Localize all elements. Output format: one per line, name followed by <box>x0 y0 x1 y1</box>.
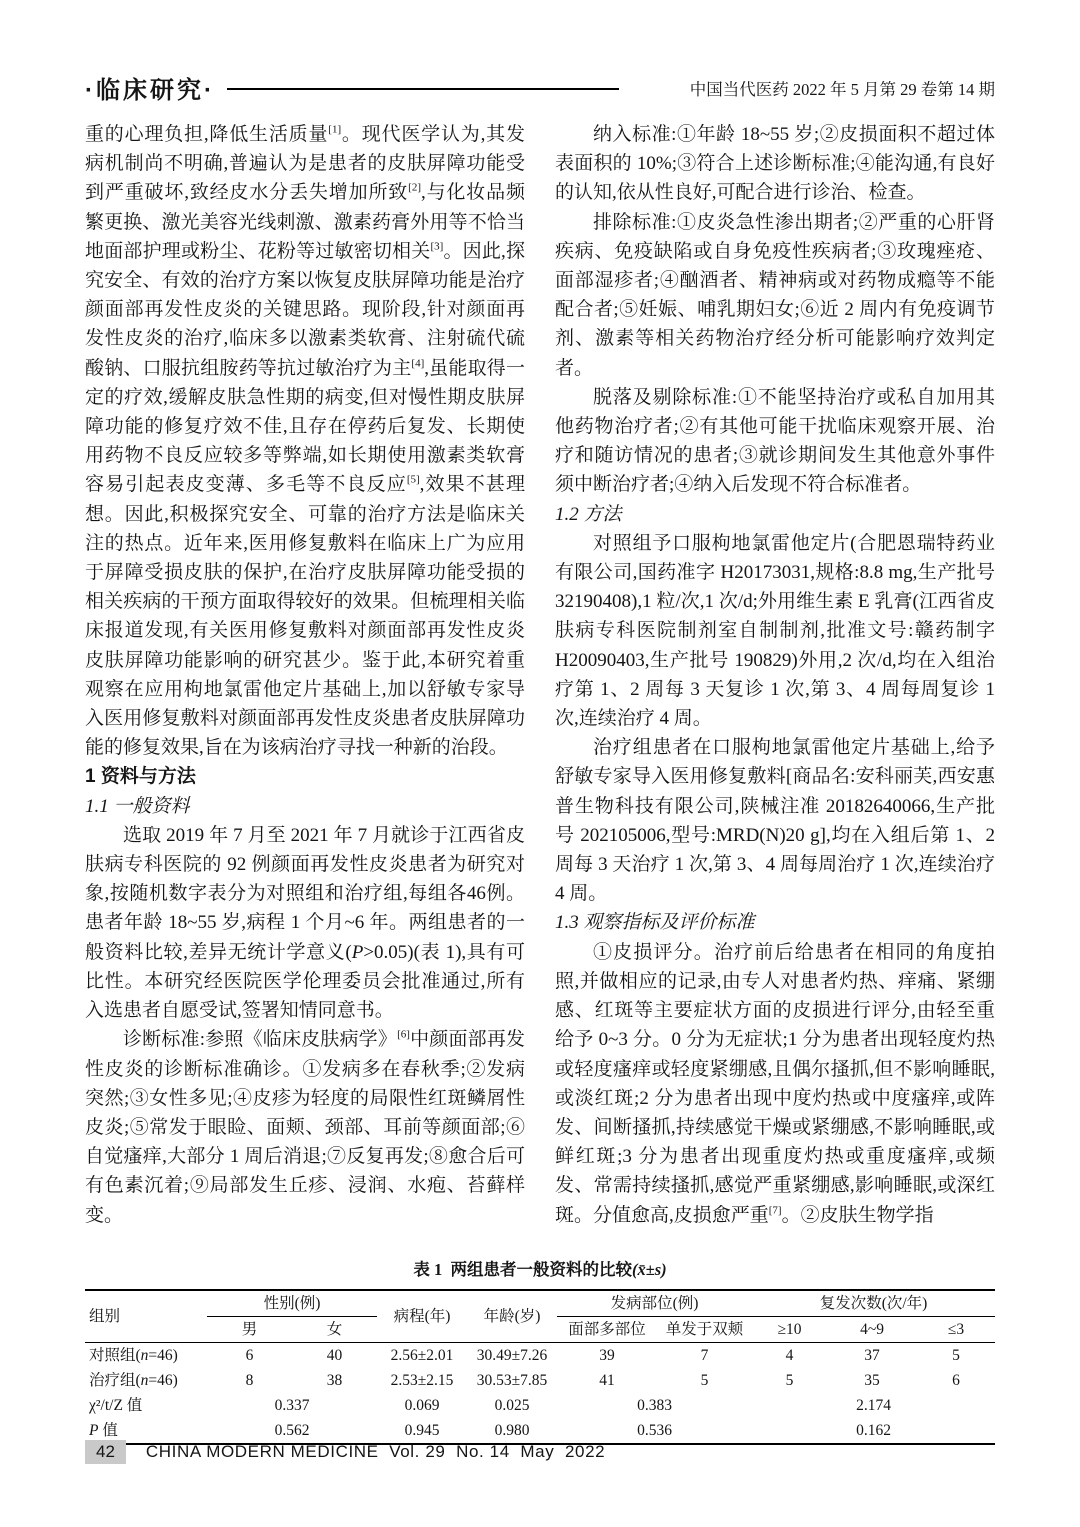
paragraph: 选取 2019 年 7 月至 2021 年 7 月就诊于江西省皮肤病专科医院的 92 例颜面再发性皮炎患者为研究对象,按随机数字表分为对照组和治疗组,每组各46例。患者年龄 18~55 岁,病程 1 个月~6 年。两组患者的一般资料比较,差异无统计学意义(P>0.05)(表 1),具有可比性。本研究经医院医学伦理委员会批准通过,所有入选患者自愿受试,签署知情同意书。 <box>85 824 525 1022</box>
table-header-cell: 年龄(岁) <box>467 1290 557 1343</box>
table-cell: 38 <box>326 1372 343 1389</box>
journal-info: 中国当代医药 2022 年 5 月第 29 卷第 14 期 <box>689 79 995 99</box>
table-caption-prefix: 表 1 <box>413 1260 443 1279</box>
table-header-cell: 发病部位(例) <box>557 1290 752 1317</box>
table-cell: 0.069 <box>404 1397 440 1414</box>
table-header-cell: 男 <box>207 1317 292 1343</box>
table-caption-stat: (x̄±s) <box>631 1260 667 1279</box>
table-header-cell: 组别 <box>85 1290 207 1343</box>
table-cell: 治疗组(n=46) <box>89 1372 178 1389</box>
table-cell: 6 <box>952 1372 960 1389</box>
page-footer <box>85 1440 605 1464</box>
table-cell: 41 <box>599 1372 615 1389</box>
paragraph: 脱落及剔除标准:①不能坚持治疗或私自加用其他药物治疗者;②有其他可能干扰临床观察开展、治疗和随访情况的患者;③就诊期间发生其他意外事件须中断治疗者;④纳入后发现不符合标准者。 <box>555 386 995 496</box>
table-header-cell: ≤3 <box>917 1317 995 1343</box>
paragraph: 治疗组患者在口服枸地氯雷他定片基础上,给予舒敏专家导入医用修复敷料[商品名:安科丽芙,西安惠普生物科技有限公司,陕械注准 20182640066,生产批号 202105006,型号:MRD(N)20 g],均在入组后第 1、2 周每 3 天治疗 1 次,第 3、4 周每周治疗 1 次,连续治疗 4 周。 <box>555 737 995 905</box>
table-cell: 0.536 <box>637 1422 672 1439</box>
left-column <box>85 120 525 1242</box>
table-row <box>85 1343 995 1369</box>
section-label: ·临床研究· <box>85 77 215 104</box>
table-cell: χ²/t/Z 值 <box>89 1397 143 1414</box>
table-header-cell: 4~9 <box>827 1317 917 1343</box>
table-cell: 对照组(n=46) <box>89 1347 178 1364</box>
table-cell: 5 <box>952 1347 960 1364</box>
table-header-cell: 复发次数(次/年) <box>752 1290 995 1317</box>
section-heading: 1.3 观察指标及评价标准 <box>555 912 755 934</box>
table-cell: 8 <box>245 1372 254 1389</box>
table-cell: P 值 <box>89 1422 118 1439</box>
header-rule <box>227 88 619 90</box>
table-header-cell: ≥10 <box>752 1317 827 1343</box>
article-body <box>85 120 995 1242</box>
section-heading: 1.1 一般资料 <box>85 795 190 817</box>
footer-journal-name: CHINA MODERN MEDICINE Vol. 29 No. 14 May 2022 <box>145 1442 606 1461</box>
table-caption-main: 两组患者一般资料的比较 <box>450 1260 632 1279</box>
paragraph: 对照组予口服枸地氯雷他定片(合肥恩瑞特药业有限公司,国药准字 H20173031,规格:8.8 mg,生产批号 32190408),1 粒/次,1 次/d;外用维生素 E 乳膏(江西省皮肤病专科医院制剂室自制制剂,批准文号:赣药制字 H20090403,生产批号 190829)外用,2 次/d,均在入组治疗第 1、2 周每 3 天复诊 1 次,第 3、4 周每周复诊 1 次,连续治疗 4 周。 <box>555 532 995 730</box>
table-cell: 6 <box>245 1347 254 1364</box>
table-cell: 0.945 <box>404 1422 440 1439</box>
table-cell: 0.025 <box>494 1397 530 1414</box>
table-header-cell: 性别(例) <box>207 1290 377 1317</box>
table-cell: 5 <box>700 1372 709 1389</box>
paragraph: 重的心理负担,降低生活质量[1]。现代医学认为,其发病机制尚不明确,普遍认为是患者的皮肤屏障功能受到严重破坏,致经皮水分丢失增加所致[2],与化妆品频繁更换、激光美容光线刺激、激素药膏外用等不恰当地面部护理或粉尘、花粉等过敏密切相关[3]。因此,探究安全、有效的治疗方案以恢复皮肤屏障功能是治疗颜面部再发性皮炎的关键思路。现阶段,针对颜面再发性皮炎的治疗,临床多以激素类软膏、注射硫代硫酸钠、口服抗组胺药等抗过敏治疗为主[4],虽能取得一定的疗效,缓解皮肤急性期的病变,但对慢性期皮肤屏障功能的修复疗效不佳,且存在停药后复发、长期使用药物不良反应较多等弊端,如长期使用激素类软膏容易引起表皮变薄、多毛等不良反应[5],效果不甚理想。因此,积极探究安全、可靠的治疗方法是临床关注的热点。近年来,医用修复敷料在临床上广为应用于屏障受损皮肤的保护,在治疗皮肤屏障功能受损的相关疾病的干预方面取得较好的效果。但梳理相关临床报道发现,有关医用修复敷料对颜面部再发性皮炎皮肤屏障功能影响的研究甚少。鉴于此,本研究着重观察在应用枸地氯雷他定片基础上,加以舒敏专家导入医用修复敷料对颜面部再发性皮炎患者皮肤屏障功能的修复效果,旨在为该病治疗寻找一种新的治段。 <box>85 123 525 759</box>
table-row <box>85 1368 995 1393</box>
right-column <box>555 120 995 1242</box>
page-header <box>85 70 995 105</box>
table-cell: 0.337 <box>274 1397 310 1414</box>
table-cell: 5 <box>785 1372 794 1389</box>
paragraph: 诊断标准:参照《临床皮肤病学》[6]中颜面部再发性皮炎的诊断标准确诊。①发病多在春秋季;②发病突然;③女性多见;④皮疹为轻度的局限性红斑鳞屑性皮炎;⑤常发于眼睑、面颊、颈部、耳前等颜面部;⑥自觉瘙痒,大部分 1 周后消退;⑦反复再发;⑧愈合后可有色素沉着;⑨局部发生丘疹、浸润、水疱、苔藓样变。 <box>85 1028 525 1226</box>
table-header-cell: 单发于双颊 <box>657 1317 752 1343</box>
paragraph: 纳入标准:①年龄 18~55 岁;②皮损面积不超过体表面积的 10%;③符合上述诊断标准;④能沟通,有良好的认知,依从性良好,可配合进行诊治、检查。 <box>555 124 995 204</box>
table-cell: 37 <box>864 1347 880 1364</box>
table-header-cell: 病程(年) <box>377 1290 467 1343</box>
table-stat-row <box>85 1393 995 1418</box>
section-heading: 1 资料与方法 <box>85 766 196 788</box>
table-cell: 7 <box>700 1347 709 1364</box>
table-caption <box>85 1256 995 1280</box>
table-cell: 30.49±7.26 <box>476 1347 548 1364</box>
page-number: 42 <box>85 1440 126 1464</box>
data-table <box>85 1289 995 1445</box>
table-cell: 30.53±7.85 <box>476 1372 548 1389</box>
table-cell: 4 <box>785 1347 794 1364</box>
table-cell: 40 <box>326 1347 343 1364</box>
table-cell: 0.562 <box>274 1422 310 1439</box>
table-cell: 35 <box>864 1372 880 1389</box>
section-heading: 1.2 方法 <box>555 503 622 525</box>
paragraph: ①皮损评分。治疗前后给患者在相同的角度拍照,并做相应的记录,由专人对患者灼热、痒痛、紧绷感、红斑等主要症状方面的皮损进行评分,由轻至重给予 0~3 分。0 分为无症状;1 分为患者出现轻度灼热或轻度瘙痒或轻度紧绷感,且偶尔搔抓,但不影响睡眠,或淡红斑;2 分为患者出现中度灼热或中度瘙痒,或阵发、间断搔抓,持续感觉干燥或紧绷感,不影响睡眠,或鲜红斑;3 分为患者出现重度灼热或重度瘙痒,或频发、常需持续搔抓,感觉严重紧绷感,影响睡眠,或深红斑。分值愈高,皮损愈严重[7]。②皮肤生物学指 <box>555 941 995 1226</box>
table-section <box>85 1256 995 1445</box>
table-cell: 0.980 <box>494 1422 530 1439</box>
table-cell: 2.56±2.01 <box>390 1347 454 1364</box>
table-cell: 39 <box>599 1347 615 1364</box>
table-header-cell: 女 <box>292 1317 377 1343</box>
paragraph: 排除标准:①皮炎急性渗出期者;②严重的心肝肾疾病、免疫缺陷或自身免疫性疾病者;③玫瑰痤疮、面部湿疹者;④酗酒者、精神病或对药物成瘾等不能配合者;⑤妊娠、哺乳期妇女;⑥近 2 周内有免疫调节剂、激素等相关药物治疗经分析可能影响疗效判定者。 <box>555 211 995 379</box>
table-cell: 0.162 <box>856 1422 891 1439</box>
table-header-cell: 面部多部位 <box>557 1317 657 1343</box>
table-cell: 2.174 <box>856 1397 891 1414</box>
table-cell: 2.53±2.15 <box>390 1372 454 1389</box>
table-cell: 0.383 <box>637 1397 672 1414</box>
